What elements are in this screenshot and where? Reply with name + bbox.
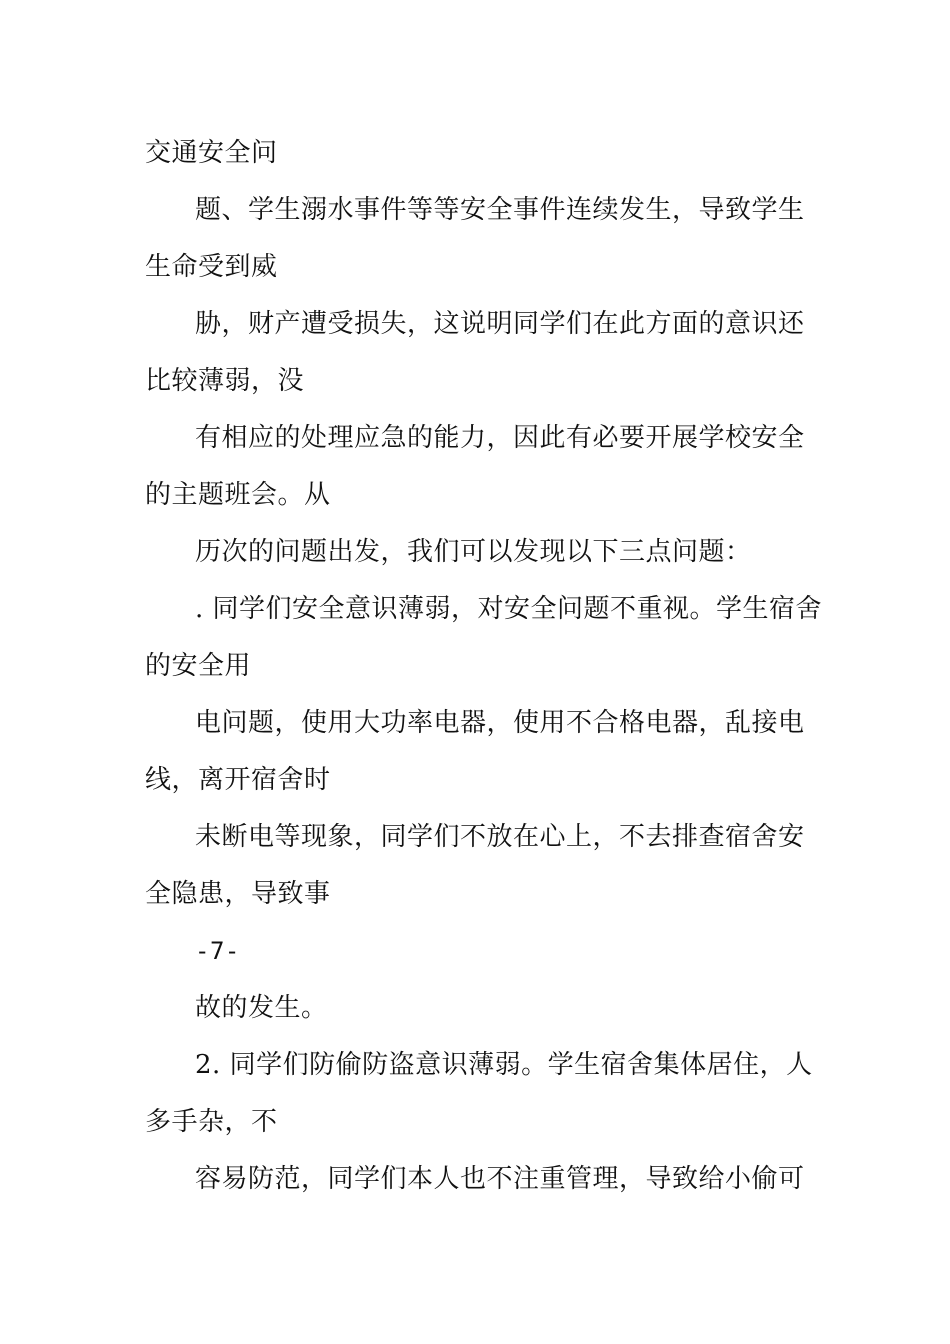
text-line: 电问题，使用大功率电器，使用不合格电器，乱接电: [195, 708, 805, 738]
text-line: 生命受到威: [145, 252, 278, 282]
text-line: 容易防范，同学们本人也不注重管理，导致给小偷可: [195, 1164, 805, 1194]
text-line: 交通安全问: [145, 138, 278, 168]
text-line: 线，离开宿舍时: [145, 765, 331, 795]
text-line: 全隐患，导致事: [145, 879, 331, 909]
text-line: 历次的问题出发，我们可以发现以下三点问题：: [195, 537, 752, 567]
text-line: 胁，财产遭受损失，这说明同学们在此方面的意识还: [195, 309, 805, 339]
page-number: -7-: [195, 937, 240, 965]
text-line: 多手杂，不: [145, 1107, 278, 1137]
text-line: 比较薄弱，没: [145, 366, 305, 396]
text-line: 题、学生溺水事件等等安全事件连续发生，导致学生: [195, 195, 805, 225]
text-line: . 同学们安全意识薄弱，对安全问题不重视。学生宿舍: [195, 594, 823, 624]
text-line: 未断电等现象，同学们不放在心上，不去排查宿舍安: [195, 822, 805, 852]
text-line: 故的发生。: [195, 993, 328, 1023]
text-line: 的主题班会。从: [145, 480, 331, 510]
text-line: 的安全用: [145, 651, 252, 681]
text-line: 有相应的处理应急的能力，因此有必要开展学校安全: [195, 423, 805, 453]
text-line: 2. 同学们防偷防盗意识薄弱。学生宿舍集体居住，人: [195, 1050, 813, 1080]
